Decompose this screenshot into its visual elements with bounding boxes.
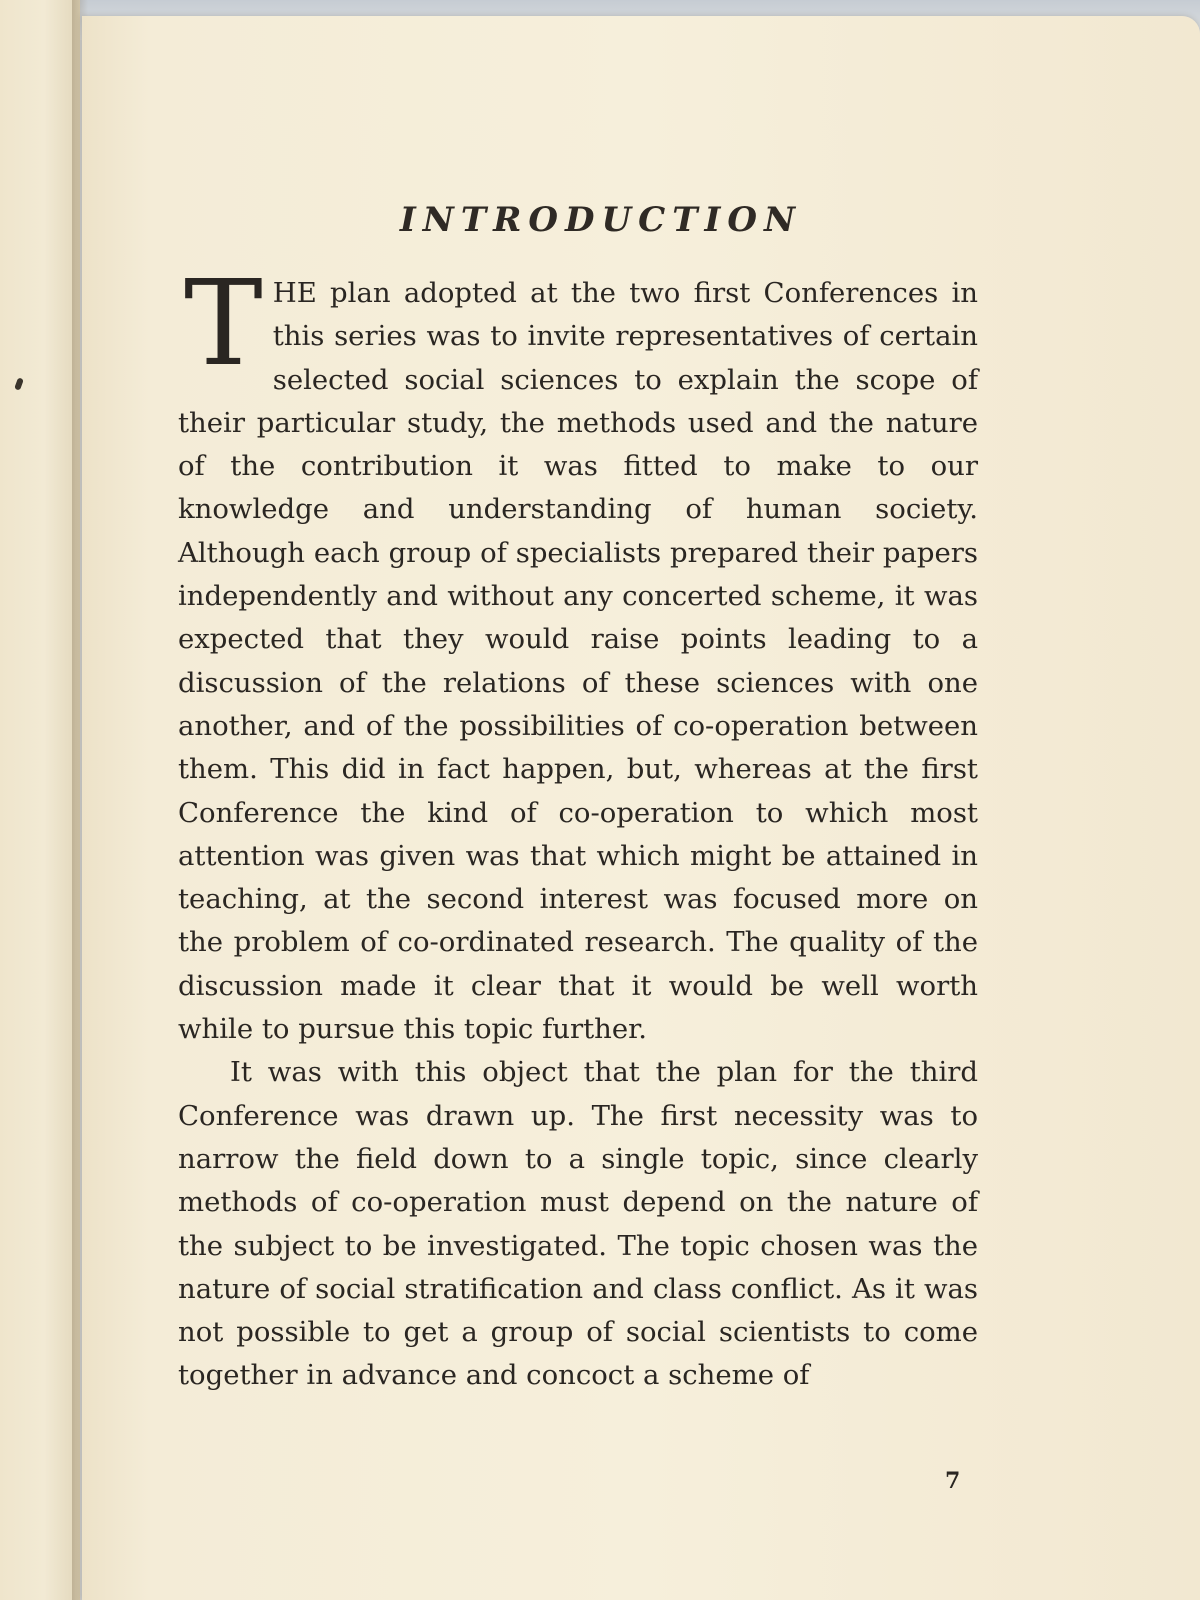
- drop-cap-letter: T: [184, 254, 263, 392]
- paragraph-1: [178, 254, 978, 1051]
- page-number: 7: [945, 1468, 961, 1494]
- paragraph-1-text: HE plan adopted at the two first Conferences in this series was to invite representatives of certain selected social sciences to explain the scope of their particular study, the methods used and the nature of the contribution it was fitted to make to our knowledge and understanding of human society. Although each group of specialists prepared their papers independently and without any concerted scheme, it was expected that they would raise points leading to a discussion of the relations of these sciences with one another, and of the possibilities of co-operation between them. This did in fact happen, but, whereas at the first Conference the kind of co-operation to which most attention was given was that which might be attained in teaching, at the second interest was focused more on the problem of co-ordinated research. The quality of the discussion made it clear that it would be well worth while to pursue this topic further.: [178, 277, 978, 1046]
- paragraph-2: [178, 1051, 978, 1397]
- paragraph-2-text: It was with this object that the plan for the third Conference was drawn up. The first necessity was to narrow the field down to a single topic, since clearly methods of co-operation must depend on the nature of the subject to be investigated. The topic chosen was the nature of social stratification and class conflict. As it was not possible to get a group of social scientists to come together in advance and concoct a scheme of: [178, 1056, 978, 1392]
- page-content: [178, 200, 978, 1398]
- facing-page: [0, 0, 80, 1600]
- chapter-heading: INTRODUCTION: [399, 200, 803, 240]
